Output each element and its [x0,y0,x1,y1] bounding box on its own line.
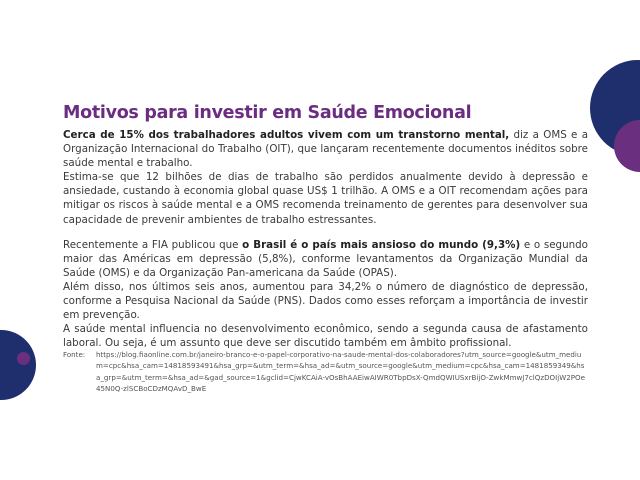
paragraph-gap [63,227,588,238]
paragraph-1 [63,128,588,170]
decorative-purple-dot [17,352,30,365]
paragraph-1-bold: Cerca de 15% dos trabalhadores adultos vivem com um transtorno mental, [63,129,510,141]
paragraph-3 [63,238,588,280]
source-citation [63,349,588,394]
paragraph-5: A saúde mental influencia no desenvolvimento econômico, sendo a segunda causa de afastamento laboral. Ou seja, é um assunto que deve ser discutido também em âmbito profissional. [63,323,588,350]
decorative-navy-circle-left [0,330,36,400]
paragraph-3-bold: o Brasil é o país mais ansioso do mundo (9,3%) [242,238,521,251]
page-title: Motivos para investir em Saúde Emocional [63,102,472,123]
paragraph-2: Estima-se que 12 bilhões de dias de trabalho são perdidos anualmente devido à depressão e ansiedade, custando à economia global quase US$ 1 trilhão. A OMS e a OIT recomendam ações para mitigar os riscos à saúde mental e a OMS recomenda treinamento de gerentes para desenvolver sua capacidade de prevenir ambientes de trabalho estressantes. [63,171,588,226]
paragraph-3-after: e o segundo maior das Américas em depressão (5,8%), conforme levantamentos da Organização Mundial da Saúde (OMS) e da Organização Pan-americana da Saúde (OPAS). [63,238,588,279]
paragraph-4: Além disso, nos últimos seis anos, aumentou para 34,2% o número de diagnóstico de depressão, conforme a Pesquisa Nacional da Saúde (PNS). Dados como esses reforçam a importância de investir em prevenção. [63,280,588,322]
source-url[interactable]: https://blog.fiaonline.com.br/janeiro-branco-e-o-papel-corporativo-na-saude-mental-dos-colaboradores?utm_source=google&utm_medium=cpc&hsa_cam=14818593491&hsa_grp=&utm_term=&hsa_ad=&utm_source=google&utm_medium=cpc&hsa_cam=1481859349&hsa_grp=&utm_term=&hsa_ad=&gad_source=1&gclid=CjwKCAiA-vOsBhAAEiwAIWR0TbpDsX-QmdQWIUSxrBijO-ZwkMmwJ7clQzDOIjW2POe45N0Q-zlSCBoCDzMQAvD_BwE [96,350,585,393]
paragraph-3-before: Recentemente a FIA publicou que [63,238,243,251]
paragraph-1-rest: diz a OMS e a Organização Internacional do Trabalho (OIT), que lançaram recentemente documentos inéditos sobre saúde mental e trabalho. [63,129,589,170]
source-label: Fonte: [63,350,86,359]
body-text [63,128,588,350]
